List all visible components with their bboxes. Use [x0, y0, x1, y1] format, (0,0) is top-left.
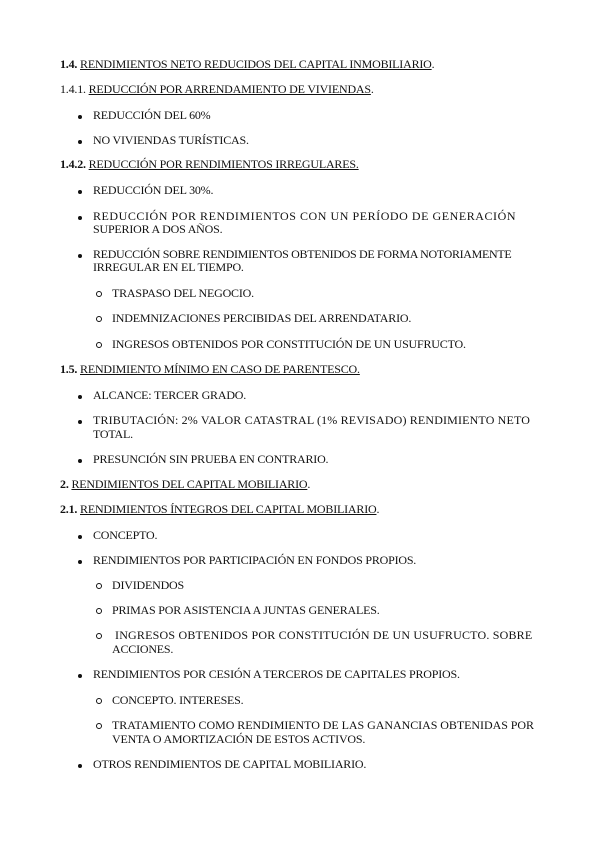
sub-list-item: INGRESOS OBTENIDOS POR CONSTITUCIÓN DE UN USUFRUCTO.: [112, 337, 466, 351]
list-item-line: REDUCCIÓN SOBRE RENDIMIENTOS OBTENIDOS DE FORMA NOTORIAMENTE: [93, 247, 512, 261]
heading-title: RENDIMIENTO MÍNIMO EN CASO DE PARENTESCO.: [80, 362, 360, 376]
circle-bullet-icon: [96, 291, 102, 297]
heading-number: 1.4.2.: [60, 157, 86, 171]
heading-title: REDUCCIÓN POR ARRENDAMIENTO DE VIVIENDAS: [88, 82, 371, 96]
bullet-icon: [78, 674, 82, 678]
sub-list-item-line: TRATAMIENTO COMO RENDIMIENTO DE LAS GANANCIAS OBTENIDAS POR: [112, 718, 534, 732]
heading-title: REDUCCIÓN POR RENDIMIENTOS IRREGULARES.: [88, 157, 359, 171]
heading-1-4-1: 1.4.1. REDUCCIÓN POR ARRENDAMIENTO DE VIVIENDAS.: [60, 82, 374, 96]
bullet-icon: [78, 459, 82, 463]
circle-bullet-icon: [96, 698, 102, 704]
heading-title: RENDIMIENTOS ÍNTEGROS DEL CAPITAL MOBILIARIO: [80, 502, 377, 516]
sub-list-item: PRIMAS POR ASISTENCIA A JUNTAS GENERALES.: [112, 603, 380, 617]
list-item-line: TRIBUTACIÓN: 2% VALOR CATASTRAL (1% REVISADO) RENDIMIENTO NETO: [93, 413, 531, 427]
sub-list-item: CONCEPTO. INTERESES.: [112, 693, 244, 707]
circle-bullet-icon: [96, 316, 102, 322]
list-item-line: IRREGULAR EN EL TIEMPO.: [93, 260, 244, 274]
bullet-icon: [78, 535, 82, 539]
circle-bullet-icon: [96, 342, 102, 348]
heading-2-1: 2.1. RENDIMIENTOS ÍNTEGROS DEL CAPITAL MOBILIARIO.: [60, 502, 380, 516]
heading-number: 1.4.1.: [60, 82, 86, 96]
heading-2: 2. RENDIMIENTOS DEL CAPITAL MOBILIARIO.: [60, 477, 311, 491]
sub-list-item-line: INGRESOS OBTENIDOS POR CONSTITUCIÓN DE UN USUFRUCTO. SOBRE: [115, 628, 533, 642]
bullet-icon: [78, 190, 82, 194]
bullet-icon: [78, 140, 82, 144]
bullet-icon: [78, 560, 82, 564]
circle-bullet-icon: [96, 583, 102, 589]
heading-1-4-2: [60, 157, 359, 171]
heading-1-4: 1.4. RENDIMIENTOS NETO REDUCIDOS DEL CAPITAL INMOBILIARIO.: [60, 57, 435, 71]
list-item-line: SUPERIOR A DOS AÑOS.: [93, 222, 223, 236]
list-item: NO VIVIENDAS TURÍSTICAS.: [93, 133, 249, 147]
sub-list-item-line: VENTA O AMORTIZACIÓN DE ESTOS ACTIVOS.: [112, 732, 366, 746]
heading-number: 2.1.: [60, 502, 78, 516]
list-item: REDUCCIÓN DEL 30%.: [93, 183, 214, 197]
heading-number: 1.5.: [60, 362, 78, 376]
sub-list-item: TRASPASO DEL NEGOCIO.: [112, 286, 254, 300]
bullet-icon: [78, 254, 82, 258]
list-item-line: REDUCCIÓN POR RENDIMIENTOS CON UN PERÍODO DE GENERACIÓN: [93, 209, 517, 223]
sub-list-item-line: ACCIONES.: [112, 642, 174, 656]
circle-bullet-icon: [96, 723, 102, 729]
heading-number: 1.4.: [60, 57, 78, 71]
heading-1-5: [60, 362, 360, 376]
list-item: ALCANCE: TERCER GRADO.: [93, 388, 247, 402]
list-item: CONCEPTO.: [93, 528, 158, 542]
sub-list-item: DIVIDENDOS: [112, 578, 184, 592]
list-item: RENDIMIENTOS POR PARTICIPACIÓN EN FONDOS PROPIOS.: [93, 553, 417, 567]
bullet-icon: [78, 420, 82, 424]
bullet-icon: [78, 115, 82, 119]
heading-title: RENDIMIENTOS NETO REDUCIDOS DEL CAPITAL INMOBILIARIO: [80, 57, 432, 71]
list-item: PRESUNCIÓN SIN PRUEBA EN CONTRARIO.: [93, 452, 329, 466]
list-item: REDUCCIÓN DEL 60%: [93, 108, 211, 122]
heading-number: 2: [60, 477, 66, 491]
circle-bullet-icon: [96, 633, 102, 639]
sub-list-item: INDEMNIZACIONES PERCIBIDAS DEL ARRENDATARIO.: [112, 311, 412, 325]
circle-bullet-icon: [96, 608, 102, 614]
bullet-icon: [78, 216, 82, 220]
list-item: RENDIMIENTOS POR CESIÓN A TERCEROS DE CAPITALES PROPIOS.: [93, 667, 460, 681]
bullet-icon: [78, 395, 82, 399]
list-item: OTROS RENDIMIENTOS DE CAPITAL MOBILIARIO.: [93, 757, 367, 771]
list-item-line: TOTAL.: [93, 427, 133, 441]
bullet-icon: [78, 764, 82, 768]
heading-title: RENDIMIENTOS DEL CAPITAL MOBILIARIO: [71, 477, 308, 491]
